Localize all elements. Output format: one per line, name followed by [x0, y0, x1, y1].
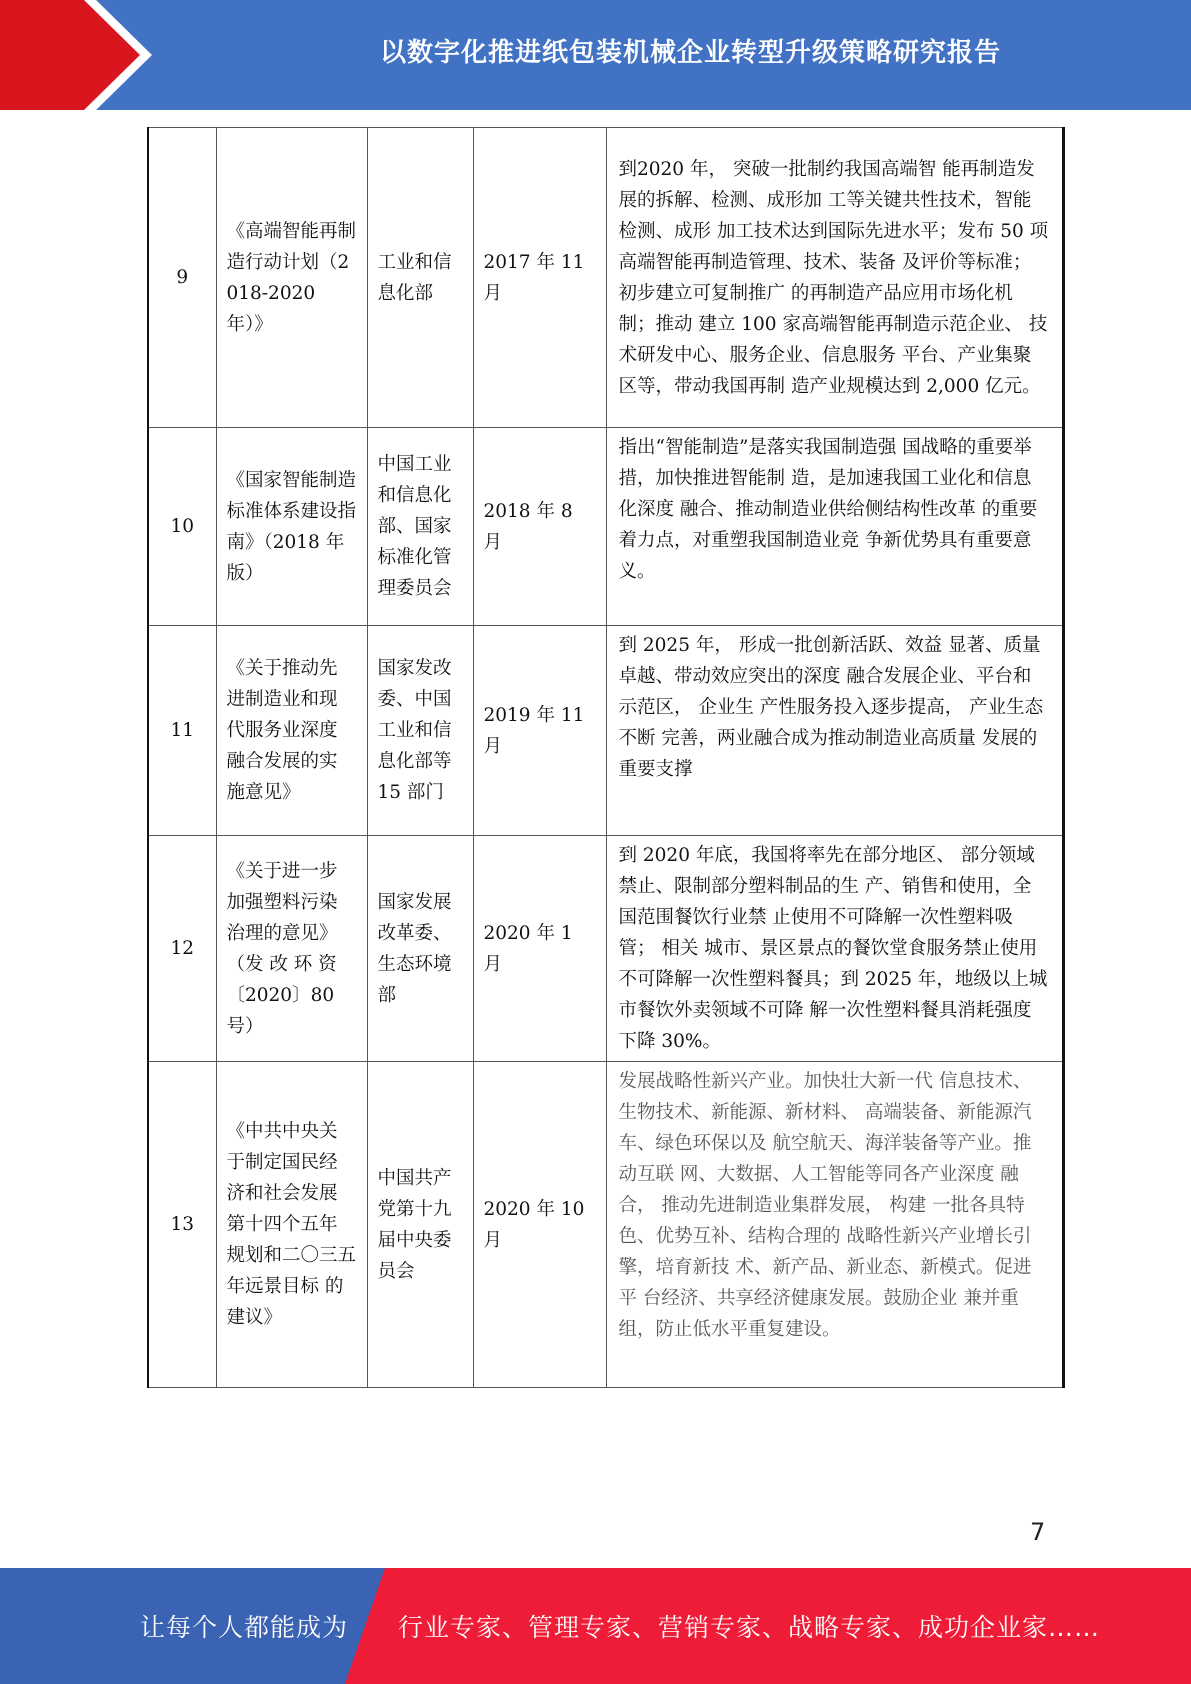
- issuing-department: 中国共产党第十九届中央委员会: [367, 1062, 473, 1388]
- footer-slogan-right: 行业专家、管理专家、营销专家、战略专家、成功企业家……: [398, 1613, 1101, 1642]
- issuing-department: 中国工业和信息化部、国家标准化管理委员会: [367, 428, 473, 626]
- issuing-department: 国家发展改革委、生态环境部: [367, 836, 473, 1062]
- table-row: [148, 428, 1063, 626]
- policy-content: 指出“智能制造”是落实我国制造强 国战略的重要举措，加快推进智能制 造，是加速我国工业化和信息化深度 融合、推动制造业供给侧结构性改革 的重要着力点，对重塑我国制造业竞 争新优势具有重要意义。: [606, 428, 1063, 626]
- row-number: 11: [148, 626, 216, 836]
- report-title: 以数字化推进纸包装机械企业转型升级策略研究报告: [379, 37, 1001, 68]
- policy-content: 到2020 年， 突破一批制约我国高端智 能再制造发展的拆解、检测、成形加 工等关键共性技术，智能检测、成形 加工技术达到国际先进水平；发布 50 项高端智能再制造管理、技术、装备 及评价等标准；初步建立可复制推广 的再制造产品应用市场化机制；推动 建立 100 家高端智能再制造示范企业、 技术研发中心、服务企业、信息服务 平台、产业集聚区等，带动我国再制 造产业规模达到 2,000 亿元。: [606, 128, 1063, 428]
- page-header: [0, 0, 1191, 110]
- table-row: [148, 1062, 1063, 1388]
- policy-content: 到 2025 年， 形成一批创新活跃、效益 显著、质量卓越、带动效应突出的深度 融合发展企业、平台和示范区， 企业生 产性服务投入逐步提高， 产业生态不断 完善，两业融合成为推动制造业高质量 发展的重要支撑: [606, 626, 1063, 836]
- footer-slogan-left: 让每个人都能成为: [140, 1613, 349, 1642]
- row-number: 13: [148, 1062, 216, 1388]
- policy-table: [147, 127, 1065, 1388]
- row-number: 10: [148, 428, 216, 626]
- policy-name: 《关于推动先 进制造业和现 代服务业深度 融合发展的实 施意见》: [216, 626, 367, 836]
- table-row: [148, 626, 1063, 836]
- issue-date: 2019 年 11 月: [473, 626, 606, 836]
- issue-date: 2018 年 8 月: [473, 428, 606, 626]
- row-number: 9: [148, 128, 216, 428]
- issue-date: 2020 年 1 月: [473, 836, 606, 1062]
- policy-name: 《关于进一步 加强塑料污染 治理的意见》（发 改 环 资 〔2020〕80 号）: [216, 836, 367, 1062]
- header-chevron-arrow: [0, 0, 140, 110]
- page-number: 7: [1030, 1518, 1046, 1546]
- table-row: [148, 128, 1063, 428]
- policy-name: 《中共中央关 于制定国民经 济和社会发展 第十四个五年 规划和二〇三五年远景目标 的建议》: [216, 1062, 367, 1388]
- policy-name: 《国家智能制造标准体系建设指南》（2018 年版）: [216, 428, 367, 626]
- page-footer: [0, 1568, 1191, 1684]
- table-row: [148, 836, 1063, 1062]
- issue-date: 2020 年 10 月: [473, 1062, 606, 1388]
- issuing-department: 工业和信息化部: [367, 128, 473, 428]
- policy-content: 发展战略性新兴产业。加快壮大新一代 信息技术、生物技术、新能源、新材料、 高端装备、新能源汽车、绿色环保以及 航空航天、海洋装备等产业。推动互联 网、大数据、人工智能等同各产业深度 融合， 推动先进制造业集群发展， 构建 一批各具特色、优势互补、结构合理的 战略性新兴产业增长引擎，培育新技 术、新产品、新业态、新模式。促进平 台经济、共享经济健康发展。鼓励企业 兼并重组，防止低水平重复建设。: [606, 1062, 1063, 1388]
- row-number: 12: [148, 836, 216, 1062]
- issuing-department: 国家发改委、中国工业和信息化部等 15 部门: [367, 626, 473, 836]
- issue-date: 2017 年 11 月: [473, 128, 606, 428]
- policy-name: 《高端智能再制造行动计划（2018-2020 年）》: [216, 128, 367, 428]
- policy-content: 到 2020 年底，我国将率先在部分地区、 部分领域禁止、限制部分塑料制品的生 产、销售和使用，全国范围餐饮行业禁 止使用不可降解一次性塑料吸管； 相关 城市、景区景点的餐饮堂食服务禁止使用不可降解一次性塑料餐具；到 2025 年，地级以上城市餐饮外卖领域不可降 解一次性塑料餐具消耗强度下降 30%。: [606, 836, 1063, 1062]
